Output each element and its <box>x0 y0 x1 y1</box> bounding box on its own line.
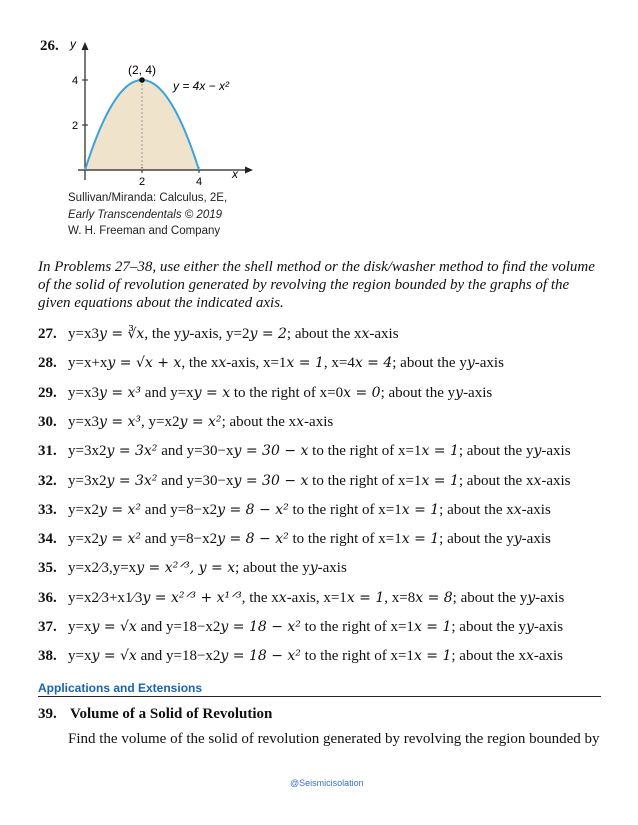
problem-text: -axis <box>521 501 551 518</box>
problem-math: y <box>181 326 190 342</box>
credit-line-1: Sullivan/Miranda: Calculus, 2E, <box>68 192 228 204</box>
problem-item <box>38 352 504 374</box>
problem-text: to the right of x=1 <box>288 501 402 518</box>
problem-math: y = x²ᐟ³, y = x <box>136 560 236 577</box>
problem-number: 31. <box>38 443 57 460</box>
problem-text: to the right of x=1 <box>300 648 414 665</box>
problem-text: and y=8−x2 <box>141 501 218 518</box>
problem-math: x = 1 <box>286 355 324 372</box>
problem-math: x = 1 <box>413 619 452 635</box>
problem-text: ; about the y <box>439 531 514 548</box>
problem-math: y = 2 <box>249 326 287 342</box>
problem-math: x = 1 <box>413 648 452 665</box>
problem-text: , the x <box>181 355 219 372</box>
problem-text: -axis <box>533 648 564 665</box>
problem-number: 32. <box>38 472 57 489</box>
problem-text: , y=x2 <box>141 413 180 430</box>
problem-item <box>38 382 492 404</box>
problem-text: ; about the y <box>458 443 534 460</box>
problem-text: y=x+x <box>68 355 108 372</box>
problem-text: -axis <box>317 560 347 577</box>
problem-number: 29. <box>38 384 57 401</box>
problem-text: -axis <box>533 619 564 635</box>
problem-text: and y=18−x2 <box>136 619 221 635</box>
problem-text: -axis <box>541 443 571 460</box>
problem-math: y <box>527 589 536 606</box>
y-axis-label: y <box>70 37 76 51</box>
y-axis-arrow-icon <box>82 42 89 50</box>
problem-math: y = √x <box>91 648 137 665</box>
problem-math: y = x² <box>98 501 142 518</box>
problems-intro: In Problems 27–38, use either the shell method or the disk/washer method to find the volume of the solid of revolution generated by revolving the region bounded by the graphs of the given equations about the indicated axis. <box>38 259 595 311</box>
problem-text: to the right of x=1 <box>288 531 402 548</box>
problem-number: 37. <box>38 619 57 635</box>
problem-item <box>38 645 563 667</box>
problem-text: , x=4 <box>323 355 355 372</box>
problem-math: y = x² <box>179 413 222 430</box>
problem-39-number: 39. <box>38 706 57 722</box>
problem-math: x <box>218 355 227 372</box>
problem-text: ; about the x <box>458 472 534 489</box>
problem-text: y=x2⁄3+x1⁄3 <box>68 589 143 606</box>
x-axis-label: x <box>232 167 238 181</box>
problem-text: ; about the x <box>439 501 514 518</box>
problem-math: y = ∛x <box>98 326 145 342</box>
problem-text: ; about the x <box>451 648 526 665</box>
problem-math: y = √x <box>91 619 137 635</box>
problem-math: x = 1 <box>421 443 459 460</box>
problem-number: 36. <box>38 589 57 606</box>
problem-item <box>38 411 333 433</box>
problem-item <box>38 587 564 609</box>
problem-math: y <box>513 531 522 548</box>
problem-number: 30. <box>38 413 57 430</box>
problem-item <box>38 528 551 550</box>
problem-39-heading <box>38 706 272 723</box>
problem-math: y = 30 − x <box>233 472 309 489</box>
watermark: @Seismicisolation <box>290 778 364 788</box>
problem-text: y=x2 <box>68 501 99 518</box>
problem-text: , the y <box>144 326 182 342</box>
problem-text: and y=x <box>141 384 194 401</box>
problem-math: y <box>309 560 318 577</box>
problem-39-text: Find the volume of the solid of revolution generated by revolving the region bounded by <box>68 731 600 747</box>
problem-text: ; about the y <box>451 619 526 635</box>
problem-math: x = 4 <box>354 355 393 372</box>
problem-math: y <box>525 619 534 635</box>
vertex-label: (2, 4) <box>127 63 157 77</box>
section-divider <box>38 696 601 697</box>
problem-text: y=x2 <box>68 531 99 548</box>
problem-math: y <box>455 384 464 401</box>
x-tick-label-2: 2 <box>138 176 146 188</box>
problem-text: to the right of x=1 <box>308 443 422 460</box>
problem-text: ; about the y <box>380 384 456 401</box>
problem-text: -axis <box>369 326 399 342</box>
problem-text: and y=30−x <box>157 472 234 489</box>
problem-text: and y=8−x2 <box>141 531 218 548</box>
problem-math: y <box>466 355 475 372</box>
problem-text: -axis <box>474 355 504 372</box>
problem-math: x = 1 <box>346 589 385 606</box>
problem-text: y=x3 <box>68 413 99 430</box>
problem-text: to the right of x=1 <box>300 619 414 635</box>
problem-text: y=x3 <box>68 326 99 342</box>
problem-text: to the right of x=0 <box>230 384 344 401</box>
problem-number: 27. <box>38 326 57 342</box>
problem-item <box>38 557 347 579</box>
problem-text: ; about the x <box>221 413 297 430</box>
problem-math: x <box>533 472 542 489</box>
problem-math: y = 3x² <box>106 443 158 460</box>
problem-math: x <box>296 413 305 430</box>
figure-credit <box>68 190 227 240</box>
y-tick-label-2: 2 <box>71 120 79 132</box>
problem-text: y=x <box>68 648 92 665</box>
problem-math: y = 18 − x² <box>220 619 301 635</box>
problem-math: x = 0 <box>343 384 381 401</box>
problem-text: -axis, x=1 <box>286 589 347 606</box>
vertex-point <box>139 77 145 83</box>
problem-math: y = 8 − x² <box>217 501 289 518</box>
figure-number: 26. <box>40 38 59 54</box>
problem-text: ; about the x <box>286 326 362 342</box>
problem-item <box>38 616 563 638</box>
problem-text: , x=8 <box>384 589 416 606</box>
problem-math: y = 18 − x² <box>220 648 301 665</box>
problem-text: -axis <box>304 413 334 430</box>
problem-item <box>38 440 571 462</box>
problem-math: y = x³ <box>98 384 142 401</box>
problem-text: y=x3 <box>68 384 99 401</box>
credit-line-2: Early Transcendentals © 2019 <box>68 208 223 221</box>
problem-text: -axis <box>463 384 493 401</box>
problem-number: 38. <box>38 648 57 665</box>
problem-math: x = 1 <box>421 472 459 489</box>
problem-text: y=x2⁄3,y=x <box>68 560 137 577</box>
problem-math: y <box>533 443 542 460</box>
problem-number: 33. <box>38 501 57 518</box>
section-heading: Applications and Extensions <box>38 681 203 695</box>
problem-math: x <box>513 501 522 518</box>
problem-text: -axis <box>541 472 571 489</box>
problem-math: y = x²ᐟ³ + x¹ᐟ³ <box>142 589 242 606</box>
problem-item <box>38 470 571 492</box>
problem-text: and y=30−x <box>157 443 234 460</box>
problem-text: ; about the y <box>235 560 310 577</box>
problem-math: x <box>361 326 370 342</box>
problem-math: y = 8 − x² <box>217 531 289 548</box>
credit-line-3: W. H. Freeman and Company <box>68 225 221 237</box>
problem-text: -axis <box>535 589 565 606</box>
problem-math: x = 1 <box>401 501 440 518</box>
problem-number: 28. <box>38 355 57 372</box>
problem-text: y=3x2 <box>68 472 107 489</box>
problem-math: y = x² <box>98 531 142 548</box>
problem-item <box>38 323 399 345</box>
x-axis-arrow-icon <box>245 167 253 174</box>
problem-math: y = 30 − x <box>233 443 309 460</box>
problem-text: -axis, y=2 <box>189 326 250 342</box>
problem-math: y = x <box>193 384 231 401</box>
problem-math: x <box>278 589 287 606</box>
problem-item <box>38 499 551 521</box>
problem-math: x = 8 <box>415 589 453 606</box>
problem-text: -axis <box>521 531 551 548</box>
problem-text: and y=18−x2 <box>136 648 221 665</box>
problem-text: y=3x2 <box>68 443 107 460</box>
problem-text: , the x <box>241 589 279 606</box>
problem-text: y=x <box>68 619 92 635</box>
problem-math: x = 1 <box>401 531 440 548</box>
problem-math: y = √x + x <box>107 355 182 372</box>
problem-math: x <box>525 648 534 665</box>
curve-equation-label: y = 4x − x² <box>173 79 230 93</box>
problem-text: -axis, x=1 <box>226 355 287 372</box>
problem-39-title: Volume of a Solid of Revolution <box>69 706 273 722</box>
x-tick-label-4: 4 <box>195 176 203 188</box>
problem-number: 35. <box>38 560 57 577</box>
problem-number: 34. <box>38 531 57 548</box>
parabola-figure <box>60 30 260 190</box>
y-tick-label-4: 4 <box>71 75 79 87</box>
problem-text: ; about the y <box>392 355 467 372</box>
problem-text: to the right of x=1 <box>308 472 422 489</box>
problem-text: ; about the y <box>452 589 528 606</box>
problem-math: y = x³ <box>98 413 142 430</box>
problem-math: y = 3x² <box>106 472 158 489</box>
